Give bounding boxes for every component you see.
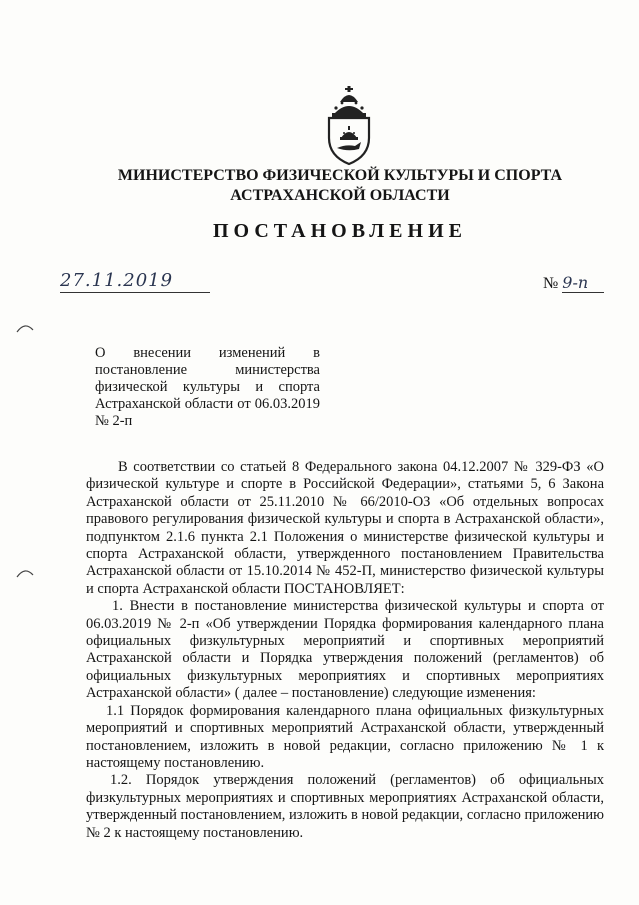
document-body: [86, 459, 604, 842]
ministry-name-line2: АСТРАХАНСКОЙ ОБЛАСТИ: [230, 187, 450, 204]
item-1-paragraph: 1. Внести в постановление министерства физической культуры и спорта от 06.03.2019 № 2-п «Об утверждении Порядка формирования календарного плана официальных физкультурных мероприятий и спортивных мероприятий Астраханской области и Порядка утверждения положений (регламентов) об официальных физкультурных мероприятиях и спортивных мероприятиях Астраханской области» ( далее – постановление) следующие изменения:: [86, 598, 604, 702]
document-date: 27.11.2019: [60, 270, 210, 293]
ministry-name: [60, 166, 620, 206]
item-1-2-paragraph: 1.2. Порядок утверждения положений (регламентов) об официальных физкультурных мероприятиях и спортивных мероприятиях Астраханской области, утвержденный постановлением, изложить в новой редакции, согласно приложению № 2 к настоящему постановлению.: [86, 772, 604, 841]
number-value: 9-п: [562, 273, 604, 293]
number-prefix: №: [543, 275, 559, 292]
punch-hole-mark-icon: [16, 566, 34, 578]
document-subject: О внесении изменений в постановление министерства физической культуры и спорта Астраханской области от 06.03.2019 № 2-п: [95, 345, 320, 429]
astrakhan-coat-of-arms-icon: [322, 86, 376, 166]
document-type-title: ПОСТАНОВЛЕНИЕ: [213, 220, 467, 242]
document-number: [543, 273, 604, 293]
preamble-paragraph: В соответствии со статьей 8 Федерального закона 04.12.2007 № 329-ФЗ «О физической культуре и спорте в Российской Федерации», статьями 5, 6 Закона Астраханской области от 25.11.2010 № 66/2010-ОЗ «Об отдельных вопросах правового регулирования физической культуры и спорта в Астраханской области», подпунктом 2.1.6 пункта 2.1 Положения о министерстве физической культуры и спорта Астраханской области, утвержденного постановлением Правительства Астраханской области от 15.10.2014 № 452-П, министерство физической культуры и спорта Астраханской области ПОСТАНОВЛЯЕТ:: [86, 459, 604, 597]
ministry-name-line1: МИНИСТЕРСТВО ФИЗИЧЕСКОЙ КУЛЬТУРЫ И СПОРТА: [117, 167, 563, 184]
item-1-1-paragraph: 1.1 Порядок формирования календарного плана официальных физкультурных мероприятий и спортивных мероприятий Астраханской области, утвержденный постановлением, изложить в новой редакции, согласно приложению № 1 к настоящему постановлению.: [86, 702, 604, 771]
punch-hole-mark-icon: [16, 321, 34, 333]
